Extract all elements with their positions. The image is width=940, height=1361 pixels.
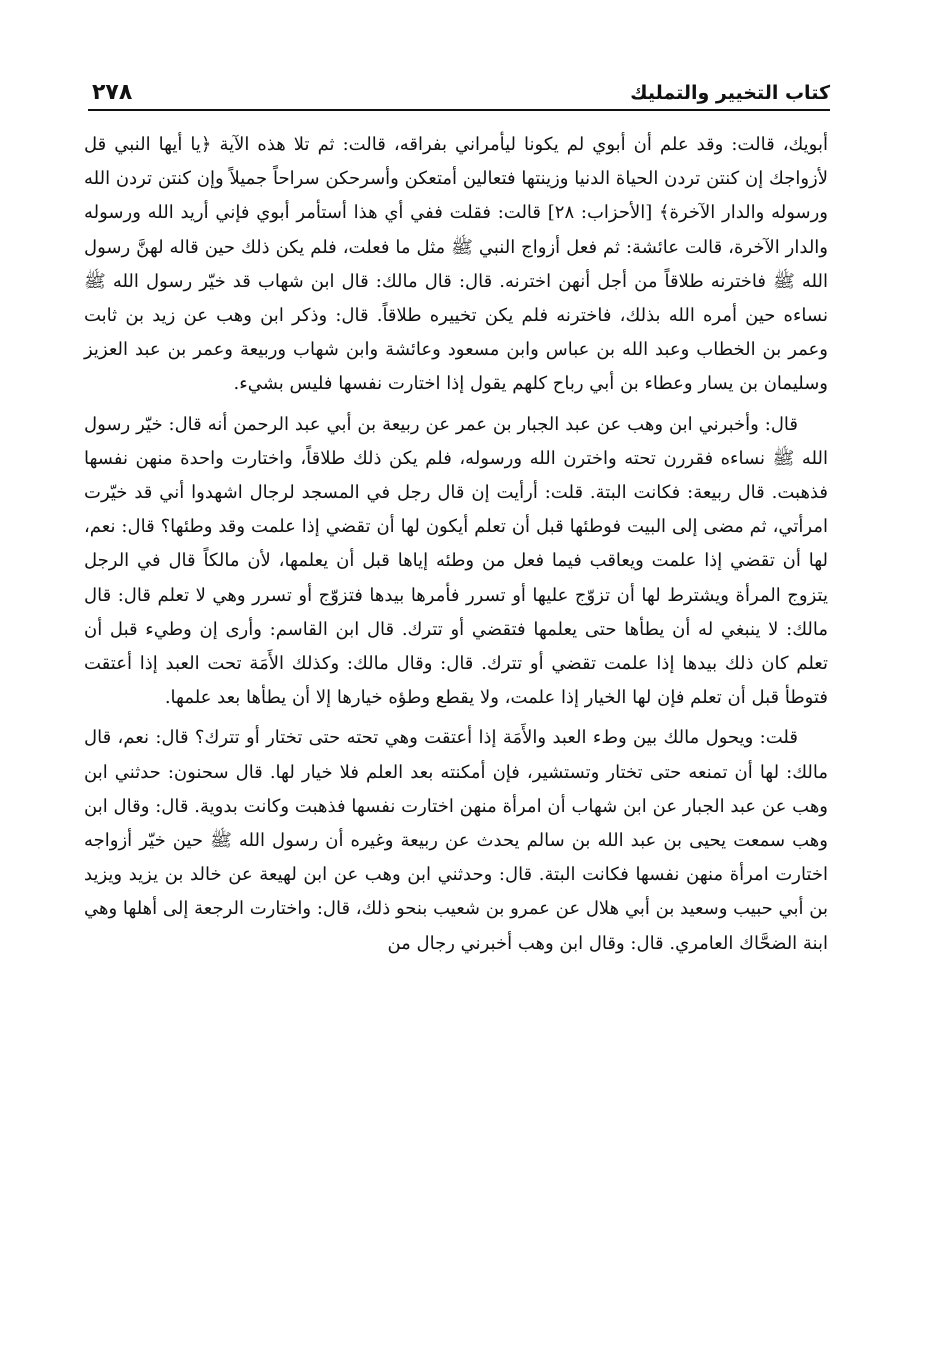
paragraph-1: أبويك، قالت: وقد علم أن أبوي لم يكونا ليأمراني بفراقه، قالت: ثم تلا هذه الآية ﴿يا أيها النبي قل لأزواجك إن كنتن تردن الحياة الدنيا وزينتها فتعالين أمتعكن وأسرحكن سراحاً جميلاً وإن كنتن تردن الله ورسوله والدار الآخرة﴾ [الأحزاب: ٢٨] قالت: فقلت ففي أي هذا أستأمر أبوي فإني أريد الله ورسوله والدار الآخرة، قالت عائشة: ثم فعل أزواج النبي ﷺ مثل ما فعلت، فلم يكن ذلك حين قاله لهنَّ رسول الله ﷺ فاخترنه طلاقاً من أجل أنهن اخترنه. قال: قال مالك: قال ابن شهاب قد خيّر رسول الله ﷺ نساءه حين أمره الله بذلك، فاخترنه فلم يكن تخييره طلاقاً. قال: وذكر ابن وهب عن زيد بن ثابت وعمر بن الخطاب وعبد الله بن عباس وابن مسعود وعائشة وابن شهاب وربيعة وعمر بن عبد العزيز وسليمان بن يسار وعطاء بن أبي رباح كلهم يقول إذا اختارت نفسها فليس بشيء. bbox=[84, 134, 828, 395]
header-rule bbox=[88, 109, 830, 111]
page-number: ٢٧٨ bbox=[92, 80, 133, 105]
paragraph-2: قال: وأخبرني ابن وهب عن عبد الجبار بن عمر عن ربيعة بن أبي عبد الرحمن أنه قال: خيّر رسول الله ﷺ نساءه فقررن تحته واخترن الله ورسوله، فلم يكن ذلك طلاقاً، واختارت واحدة منهن نفسها فذهبت. قال ربيعة: فكانت البتة. قلت: أرأيت إن قال رجل في المسجد لرجال اشهدوا أني قد خيّرت امرأتي، ثم مضى إلى البيت فوطئها قبل أن تعلم أيكون لها أن تقضي إذا علمت وقد وطئها؟ قال: نعم، لها أن تقضي إذا علمت ويعاقب فيما فعل من وطئه إياها قبل أن يعلمها، لأن مالكاً قال في الرجل يتزوج المرأة ويشترط لها أن تزوّج عليها أو تسرر فأمرها بيدها فتزوّج أو تسرر وهي لا تعلم قال: قال مالك: لا ينبغي له أن يطأها حتى يعلمها فتقضي أو تترك. قال ابن القاسم: وأرى إن وطيء قبل أن تعلم كان ذلك بيدها إذا علمت تقضي أو تترك. قال: وقال مالك: وكذلك الأَمَة تحت العبد إذا أعتقت فتوطأ قبل أن تعلم فإن لها الخيار إذا علمت، ولا يقطع وطؤه خيارها إلا أن يطأها بعد علمها. bbox=[84, 413, 828, 709]
page-header bbox=[92, 68, 830, 104]
main-text bbox=[84, 128, 828, 967]
running-title: كتاب التخيير والتمليك bbox=[630, 82, 830, 104]
paragraph-3: قلت: ويحول مالك بين وطء العبد والأَمَة إذا أعتقت وهي تحته حتى تختار أو تترك؟ قال: نعم، قال مالك: لها أن تمنعه حتى تختار وتستشير، فإن أمكنته بعد العلم فلا خيار لها. قال سحنون: حدثني ابن وهب عن عبد الجبار عن ابن شهاب أن امرأة منهن اختارت نفسها فذهبت وكانت بدوية. قال: وقال ابن وهب سمعت يحيى بن عبد الله بن سالم يحدث عن ربيعة وغيره أن رسول الله ﷺ حين خيّر أزواجه اختارت امرأة منهن نفسها فكانت البتة. قال: وحدثني ابن وهب عن ابن لهيعة عن خالد بن يزيد ويزيد بن أبي حبيب وسعيد بن أبي هلال عن عمرو بن شعيب بنحو ذلك، قال: واختارت الرجعة إلى أهلها وهي ابنة الضحَّاك العامري. قال: وقال ابن وهب أخبرني رجال من bbox=[84, 727, 828, 954]
